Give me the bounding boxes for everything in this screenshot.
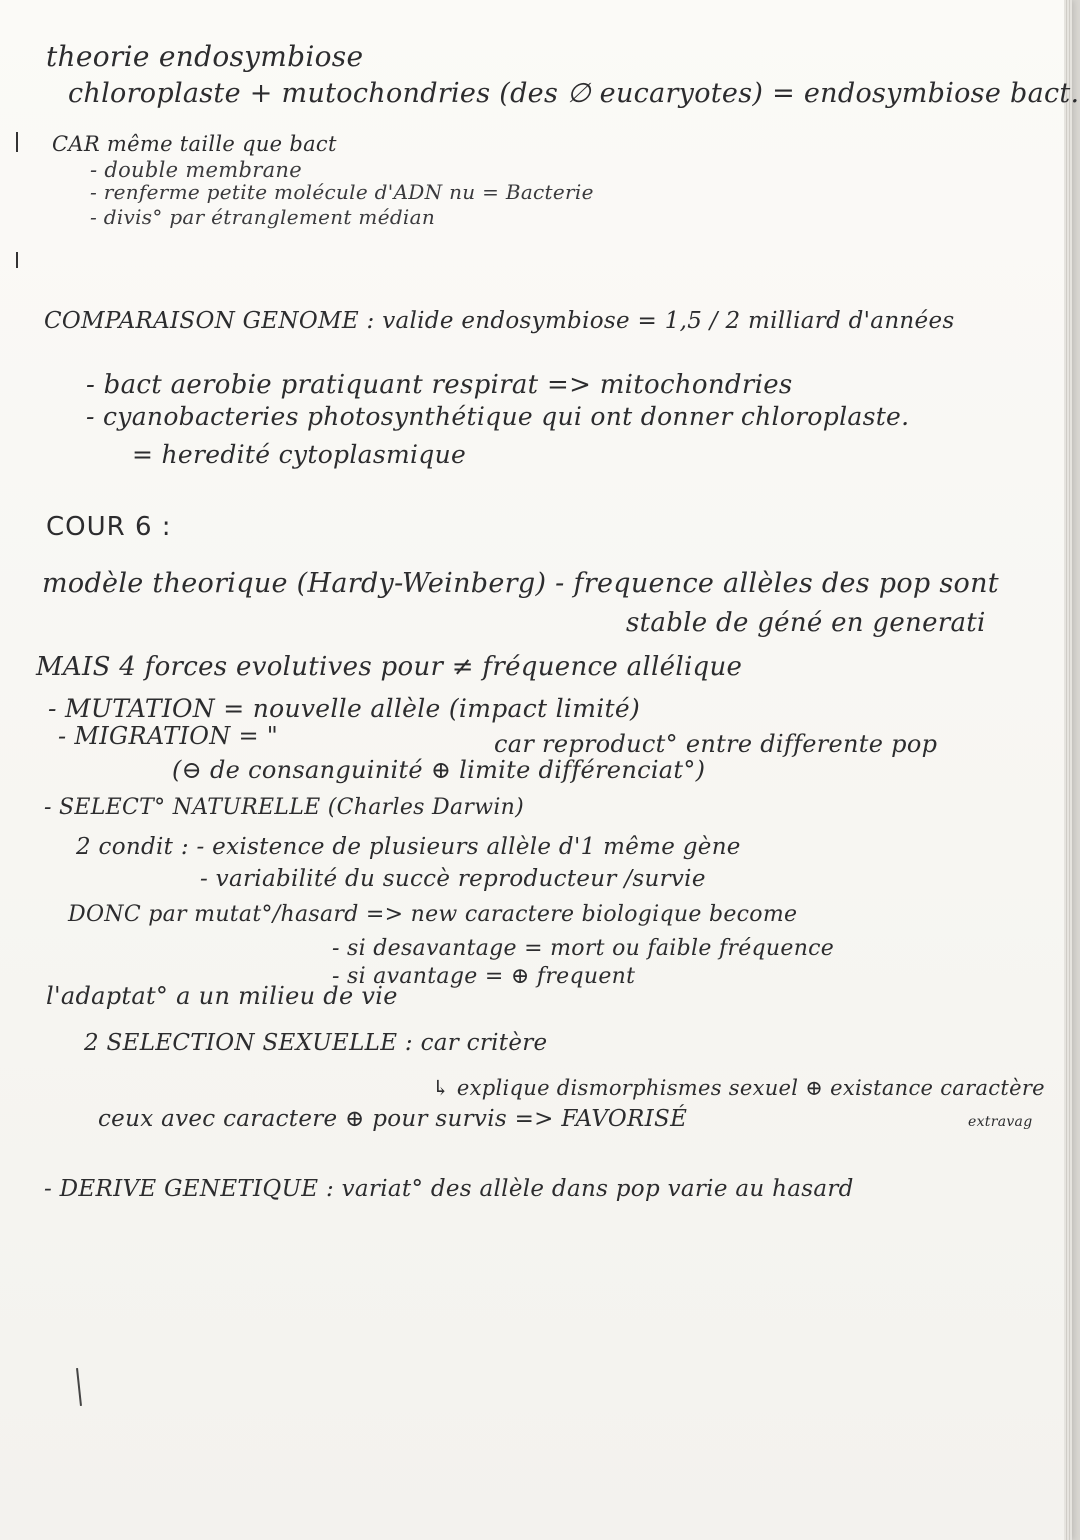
note-line: - si desavantage = mort ou faible fréquence bbox=[332, 936, 835, 961]
note-line: - MIGRATION = " bbox=[58, 722, 279, 750]
note-line: MAIS 4 forces evolutives pour ≠ fréquence allélique bbox=[36, 652, 743, 682]
note-line: - variabilité du succè reproducteur /survie bbox=[200, 866, 706, 892]
note-line: ↳ explique dismorphismes sexuel ⊕ existance caractère bbox=[432, 1076, 1045, 1100]
note-line: 2 condit : - existence de plusieurs allèle d'1 même gène bbox=[76, 834, 741, 860]
pen-stroke bbox=[76, 1368, 82, 1406]
note-line: - DERIVE GENETIQUE : variat° des allèle dans pop varie au hasard bbox=[44, 1176, 854, 1202]
note-line: CAR même taille que bact bbox=[52, 132, 337, 156]
note-line: 2 SELECTION SEXUELLE : car critère bbox=[84, 1030, 548, 1056]
note-line: - divis° par étranglement médian bbox=[90, 205, 436, 229]
note-line: DONC par mutat°/hasard => new caractere biologique become bbox=[68, 902, 798, 927]
note-line: theorie endosymbiose bbox=[46, 40, 364, 73]
note-line: modèle theorique (Hardy-Weinberg) - frequence allèles des pop sont bbox=[42, 568, 999, 599]
section-heading: COUR 6 : bbox=[46, 512, 172, 542]
note-line: stable de géné en generati bbox=[626, 608, 986, 638]
note-line: - bact aerobie pratiquant respirat => mitochondries bbox=[86, 370, 793, 400]
note-line: car reproduct° entre differente pop bbox=[494, 730, 938, 758]
note-line: chloroplaste + mutochondries (des ∅ eucaryotes) = endosymbiose bact. bbox=[68, 78, 1080, 109]
note-line: = heredité cytoplasmique bbox=[132, 440, 467, 469]
note-line: - MUTATION = nouvelle allèle (impact limité) bbox=[48, 694, 640, 723]
note-line: - si avantage = ⊕ frequent bbox=[332, 964, 636, 989]
section-heading: COMPARAISON GENOME : valide endosymbiose = 1,5 / 2 milliard d'années bbox=[44, 308, 955, 334]
note-line: ceux avec caractere ⊕ pour survis => FAVORISÉ bbox=[98, 1106, 688, 1132]
margin-mark bbox=[16, 132, 18, 152]
note-line: (⊖ de consanguinité ⊕ limite différenciat°) bbox=[172, 756, 706, 784]
note-line: - cyanobacteries photosynthétique qui ont donner chloroplaste. bbox=[86, 402, 910, 431]
note-line: extravag bbox=[968, 1114, 1033, 1130]
note-line: l'adaptat° a un milieu de vie bbox=[46, 982, 398, 1010]
paper-stack-edge bbox=[1064, 0, 1072, 1540]
note-line: - double membrane bbox=[90, 158, 302, 182]
margin-mark bbox=[16, 252, 18, 268]
note-line: - renferme petite molécule d'ADN nu = Bacterie bbox=[90, 180, 594, 204]
note-line: - SELECT° NATURELLE (Charles Darwin) bbox=[44, 795, 525, 820]
